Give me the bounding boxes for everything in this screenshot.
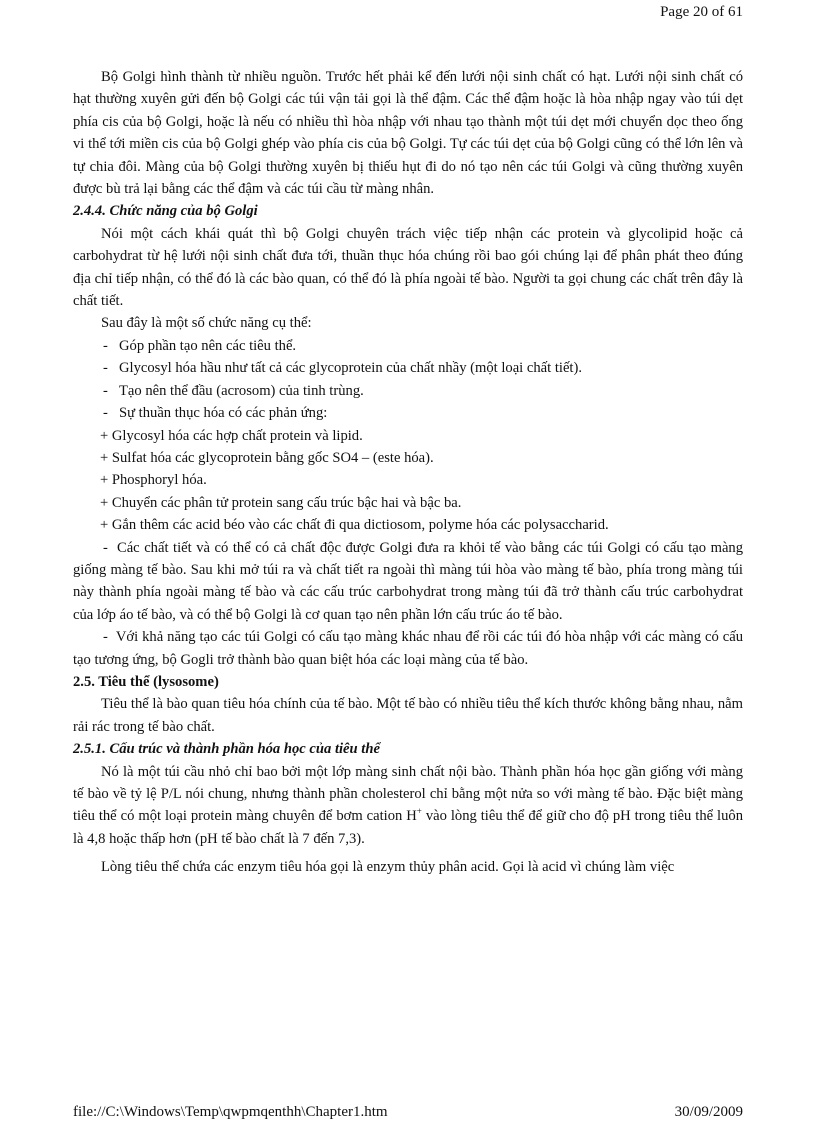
list-item: - Glycosyl hóa hầu như tất cả các glycoprotein của chất nhầy (một loại chất tiết). [103,360,582,377]
list-item: - Tạo nên thể đầu (acrosom) của tinh trùng. [103,382,364,399]
heading-lysosome: 2.5. Tiêu thể (lysosome) [73,673,219,690]
heading-lysosome-structure: 2.5.1. Cấu trúc và thành phần hóa học của tiêu thể [73,741,380,758]
page-number: Page 20 of 61 [660,4,743,20]
sub-list-item: + Chuyển các phân tử protein sang cấu trúc bậc hai và bậc ba. [100,494,462,511]
footer-file-path: file://C:\Windows\Temp\qwpmqenthh\Chapter1.htm [73,1104,388,1120]
paragraph-membrane-differentiation: - Với khả năng tạo các túi Golgi có cấu tạo màng khác nhau để rồi các túi đó hòa nhập với các màng có cấu tạo tương ứng, bộ Gogli trở thành bào quan biệt hóa các loại màng của tế bào. [73,629,743,668]
sub-list-item: + Glycosyl hóa các hợp chất protein và lipid. [100,427,363,444]
paragraph-lysosome-enzymes: Lòng tiêu thể chứa các enzym tiêu hóa gọi là enzym thủy phân acid. Gọi là acid vì chúng làm việc [101,859,675,876]
sub-list-item: + Sulfat hóa các glycoprotein bằng gốc SO4 – (este hóa). [100,449,434,466]
paragraph-lysosome-structure: Nó là một túi cầu nhỏ chỉ bao bởi một lớp màng sinh chất nội bào. Thành phần hóa học gần giống với màng tế bào về tỷ lệ P/L nói chung, nhưng thành phần cholesterol chỉ bằng một nửa so với màng tế bào. Đặc biệt màng tiêu thể có một loại protein màng chuyên để bơm cation H+ vào lòng tiêu thể để giữ cho độ pH trong tiêu thể luôn là 4,8 hoặc thấp hơn (pH tế bào chất là 7 đến 7,3). [73,763,743,847]
heading-golgi-function: 2.4.4. Chức năng của bộ Golgi [73,203,258,220]
footer-date: 30/09/2009 [674,1104,743,1120]
paragraph-golgi-origin: Bộ Golgi hình thành từ nhiều nguồn. Trước hết phải kể đến lưới nội sinh chất có hạt. Lưới nội sinh chất có hạt thường xuyên gửi đến bộ Golgi các túi vận tải gọi là thể đậm. Các thể đậm hoặc là hòa nhập ngay vào túi dẹt phía cis của bộ Golgi, hoặc là nếu có nhiều thì hòa nhập với nhau tạo thành một túi dẹt mới chuyển dọc theo ống vi thể tới miền cis của bộ Golgi ghép vào phía cis của bộ Golgi. Tự các túi dẹt của bộ Golgi cũng có thể lớn lên và tự chia đôi. Màng của bộ Golgi thường xuyên bị thiếu hụt đi do nó tạo nên các túi Golgi và cũng thường xuyên được bù trả lại bằng các thể đậm và các túi cầu từ màng nhân. [73,69,743,198]
paragraph-lysosome-intro: Tiêu thể là bào quan tiêu hóa chính của tế bào. Một tế bào có nhiều tiêu thể kích thước không bằng nhau, nằm rải rác trong tế bào chất. [73,696,743,735]
paragraph-golgi-function: Nói một cách khái quát thì bộ Golgi chuyên trách việc tiếp nhận các protein và glycolipid hoặc cả carbohydrat từ hệ lưới nội sinh chất đưa tới, thuần thục hóa chúng rồi bao gói chúng lại để phân phát theo đúng địa chỉ tiếp nhận, có thể đó là các bào quan, có thể đó là phía ngoài tế bào. Người ta gọi chung các chất trên đây là chất tiết. [73,225,743,310]
document-body [73,66,743,879]
list-item: - Sự thuần thục hóa có các phản ứng: [103,405,328,422]
sub-list-item: + Gắn thêm các acid béo vào các chất đi qua dictiosom, polyme hóa các polysaccharid. [100,517,609,534]
sub-list-item: + Phosphoryl hóa. [100,472,207,489]
paragraph-specific-functions-intro: Sau đây là một số chức năng cụ thể: [101,315,312,332]
paragraph-secretion: - Các chất tiết và có thể có cả chất độc được Golgi đưa ra khỏi tế vào bằng các túi Golgi có cấu tạo màng giống màng tế bào. Sau khi mở túi ra và chất tiết ra ngoài thì màng túi hòa vào màng tế bào, phía trong màng túi này thành phía ngoài màng tế bào và các cấu trúc carbohydrat trong màng túi đã trở thành cấu trúc carbohydrat của lớp áo tế bào, và có thể bộ Golgi là cơ quan tạo nên phần lớn cấu trúc áo tế bào. [73,539,744,623]
list-item: - Góp phần tạo nên các tiêu thể. [103,337,297,354]
